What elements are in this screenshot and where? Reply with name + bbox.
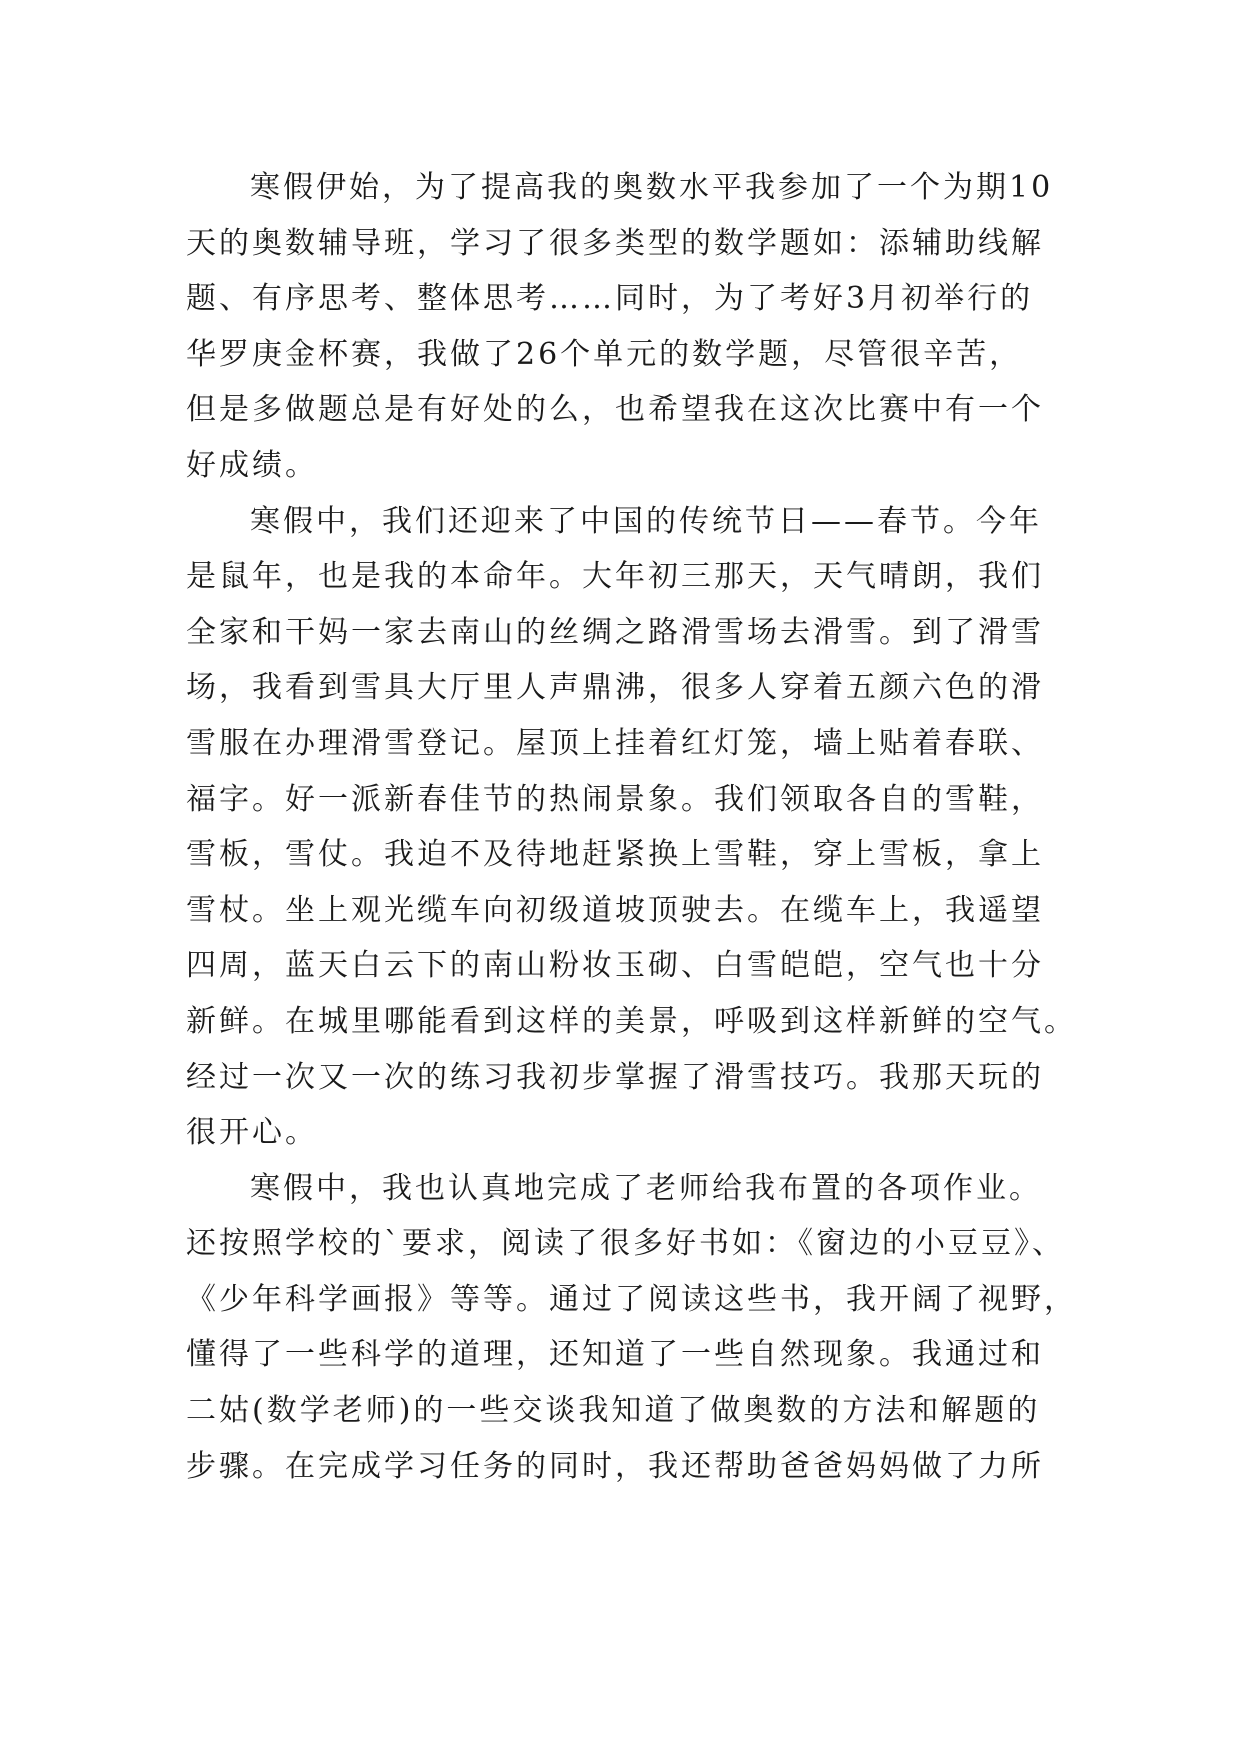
text-line: 福字。好一派新春佳节的热闹景象。我们领取各自的雪鞋，	[186, 781, 1044, 817]
text-line: 寒假中，我们还迎来了中国的传统节日——春节。今年	[250, 503, 1042, 539]
document-body	[186, 160, 1077, 1494]
text-line: 全家和干妈一家去南山的丝绸之路滑雪场去滑雪。到了滑雪	[186, 614, 1044, 650]
text-line: 雪服在办理滑雪登记。屋顶上挂着红灯笼，墙上贴着春联、	[186, 725, 1044, 761]
text-line: 经过一次又一次的练习我初步掌握了滑雪技巧。我那天玩的	[186, 1059, 1044, 1095]
text-line: 场，我看到雪具大厅里人声鼎沸，很多人穿着五颜六色的滑	[186, 670, 1044, 706]
text-line: 雪板，雪仗。我迫不及待地赶紧换上雪鞋，穿上雪板，拿上	[186, 837, 1044, 873]
text-line: 很开心。	[186, 1115, 318, 1151]
text-line: 步骤。在完成学习任务的同时，我还帮助爸爸妈妈做了力所	[186, 1448, 1044, 1484]
text-line: 懂得了一些科学的道理，还知道了一些自然现象。我通过和	[186, 1337, 1044, 1373]
text-line: 好成绩。	[186, 447, 318, 483]
text-line: 寒假伊始，为了提高我的奥数水平我参加了一个为期10	[250, 170, 1054, 205]
text-line: 雪杖。坐上观光缆车向初级道坡顶驶去。在缆车上，我遥望	[186, 892, 1044, 928]
text-line: 是鼠年，也是我的本命年。大年初三那天，天气晴朗，我们	[186, 559, 1044, 595]
text-line: 《少年科学画报》等等。通过了阅读这些书，我开阔了视野，	[186, 1281, 1077, 1317]
paragraph	[186, 160, 1056, 494]
text-line: 题、有序思考、整体思考……同时，为了考好3月初举行的	[186, 281, 1034, 317]
text-line: 天的奥数辅导班，学习了很多类型的数学题如：添辅助线解	[186, 225, 1044, 261]
text-line: 华罗庚金杯赛，我做了26个单元的数学题，尽管很辛苦，	[186, 336, 1023, 372]
text-line: 寒假中，我也认真地完成了老师给我布置的各项作业。	[250, 1170, 1042, 1206]
text-line: 四周，蓝天白云下的南山粉妆玉砌、白雪皑皑，空气也十分	[186, 948, 1044, 984]
text-line: 新鲜。在城里哪能看到这样的美景，呼吸到这样新鲜的空气。	[186, 1003, 1077, 1039]
text-line: 但是多做题总是有好处的么，也希望我在这次比赛中有一个	[186, 392, 1044, 428]
text-line: 二姑(数学老师)的一些交谈我知道了做奥数的方法和解题的	[186, 1393, 1041, 1429]
text-line: 还按照学校的`要求，阅读了很多好书如：《窗边的小豆豆》、	[186, 1226, 1065, 1262]
paragraph	[186, 1161, 1077, 1495]
paragraph	[186, 494, 1077, 1161]
